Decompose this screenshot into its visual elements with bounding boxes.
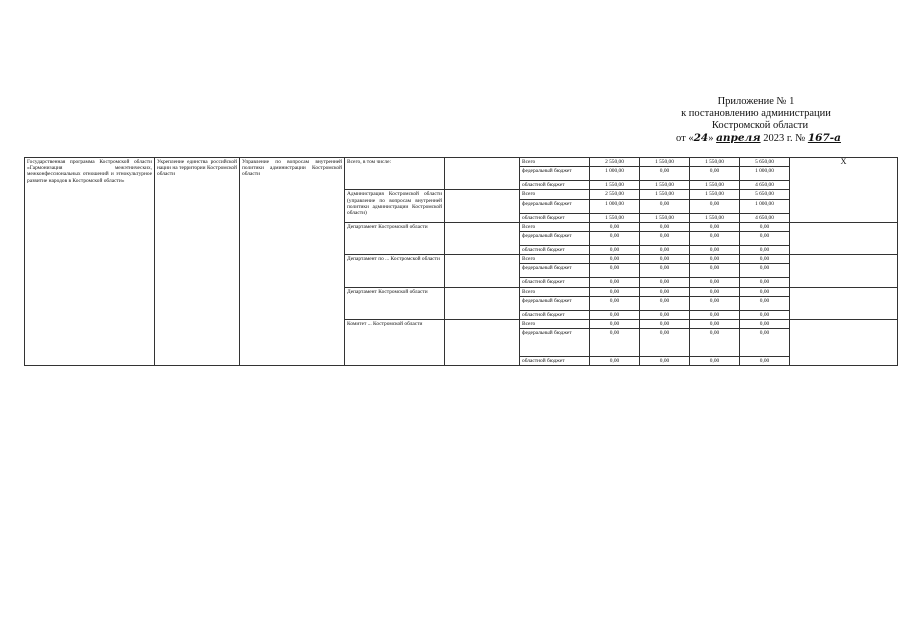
- amount-cell: 1 000,00: [590, 199, 640, 213]
- amount-cell: 0,00: [740, 310, 790, 319]
- budget-source-cell: областной бюджет: [520, 310, 590, 319]
- amount-cell: 0,00: [640, 310, 690, 319]
- resolution-ref-line1: к постановлению администрации: [681, 108, 831, 119]
- amount-cell: 1 550,00: [690, 181, 740, 190]
- amount-cell: 0,00: [690, 296, 740, 310]
- empty-cell: [445, 222, 520, 254]
- amount-cell: 1 550,00: [640, 158, 690, 167]
- amount-cell: 2 550,00: [590, 190, 640, 199]
- amount-cell: 1 000,00: [740, 199, 790, 213]
- responsible-cell: Комитет ... Костромской области: [345, 320, 445, 366]
- amount-cell: 0,00: [590, 278, 640, 287]
- amount-cell: 0,00: [740, 329, 790, 357]
- table-row: [25, 158, 898, 167]
- amount-cell: 0,00: [690, 167, 740, 181]
- amount-cell: 0,00: [740, 296, 790, 310]
- empty-cell: [445, 158, 520, 190]
- amount-cell: 0,00: [740, 222, 790, 231]
- amount-cell: 5 650,00: [740, 190, 790, 199]
- budget-source-cell: областной бюджет: [520, 278, 590, 287]
- amount-cell: 0,00: [740, 255, 790, 264]
- amount-cell: 0,00: [740, 320, 790, 329]
- appendix-title: Приложение № 1: [717, 96, 795, 107]
- amount-cell: 4 650,00: [740, 181, 790, 190]
- amount-cell: 1 550,00: [590, 181, 640, 190]
- amount-cell: 0,00: [590, 357, 640, 366]
- handwritten-day: 24: [693, 132, 709, 144]
- amount-cell: 0,00: [590, 329, 640, 357]
- budget-source-cell: Всего: [520, 222, 590, 231]
- amount-cell: 0,00: [590, 320, 640, 329]
- amount-cell: 0,00: [740, 287, 790, 296]
- amount-cell: 0,00: [640, 167, 690, 181]
- executor-cell: Управление по вопросам внутренней политики администрации Костромской области: [240, 158, 345, 366]
- amount-cell: 0,00: [740, 232, 790, 246]
- amount-cell: 0,00: [640, 232, 690, 246]
- amount-cell: 0,00: [640, 296, 690, 310]
- amount-cell: 4 650,00: [740, 213, 790, 222]
- resolution-ref-line2: Костромской области: [711, 120, 809, 131]
- goal-cell: Укрепление единства российской нации на территории Костромской области: [155, 158, 240, 366]
- amount-cell: 0,00: [740, 246, 790, 255]
- amount-cell: 1 550,00: [640, 213, 690, 222]
- responsible-cell: Администрация Костромской области (управление по вопросам внутренней политики администрации Костромской области): [345, 190, 445, 222]
- amount-cell: 0,00: [690, 199, 740, 213]
- amount-cell: 0,00: [640, 329, 690, 357]
- program-cell: Государственная программа Костромской области «Гармонизация межэтнических, межконфессиональных отношений и этнокультурное развитие народов в Костромской области»: [25, 158, 155, 366]
- handwritten-number: 167-а: [807, 132, 841, 144]
- amount-cell: 0,00: [740, 278, 790, 287]
- budget-source-cell: областной бюджет: [520, 357, 590, 366]
- amount-cell: 0,00: [640, 320, 690, 329]
- amount-cell: 2 550,00: [590, 158, 640, 167]
- budget-source-cell: областной бюджет: [520, 246, 590, 255]
- empty-cell: [790, 320, 898, 366]
- amount-cell: 0,00: [740, 264, 790, 278]
- budget-source-cell: Всего: [520, 287, 590, 296]
- amount-cell: 5 650,00: [740, 158, 790, 167]
- amount-cell: 0,00: [690, 287, 740, 296]
- amount-cell: 1 550,00: [690, 158, 740, 167]
- budget-source-cell: Всего: [520, 320, 590, 329]
- amount-cell: 0,00: [590, 296, 640, 310]
- amount-cell: 0,00: [690, 278, 740, 287]
- amount-cell: 0,00: [590, 264, 640, 278]
- budget-source-cell: областной бюджет: [520, 213, 590, 222]
- date-mid: »: [708, 133, 717, 144]
- amount-cell: 0,00: [690, 255, 740, 264]
- budget-source-cell: областной бюджет: [520, 181, 590, 190]
- budget-source-cell: Всего: [520, 158, 590, 167]
- budget-source-cell: федеральный бюджет: [520, 232, 590, 246]
- amount-cell: 0,00: [690, 357, 740, 366]
- amount-cell: 1 000,00: [740, 167, 790, 181]
- date-year: 2023 г. №: [760, 133, 808, 144]
- amount-cell: 0,00: [590, 246, 640, 255]
- budget-source-cell: Всего: [520, 190, 590, 199]
- amount-cell: 1 550,00: [640, 190, 690, 199]
- mark-cell: X: [790, 158, 898, 223]
- amount-cell: 0,00: [590, 287, 640, 296]
- amount-cell: 0,00: [690, 232, 740, 246]
- amount-cell: 1 550,00: [590, 213, 640, 222]
- amount-cell: 0,00: [590, 255, 640, 264]
- amount-cell: 0,00: [590, 310, 640, 319]
- empty-cell: [445, 287, 520, 319]
- budget-source-cell: Всего: [520, 255, 590, 264]
- amount-cell: 0,00: [640, 222, 690, 231]
- amount-cell: 0,00: [640, 278, 690, 287]
- date-prefix: от «: [676, 133, 694, 144]
- empty-cell: [790, 255, 898, 287]
- amount-cell: 1 000,00: [590, 167, 640, 181]
- amount-cell: 0,00: [640, 199, 690, 213]
- budget-source-cell: федеральный бюджет: [520, 264, 590, 278]
- handwritten-month: апреля: [716, 132, 761, 144]
- empty-cell: [445, 190, 520, 222]
- amount-cell: 0,00: [640, 255, 690, 264]
- empty-cell: [445, 320, 520, 366]
- budget-source-cell: федеральный бюджет: [520, 167, 590, 181]
- amount-cell: 0,00: [690, 246, 740, 255]
- budget-source-cell: федеральный бюджет: [520, 199, 590, 213]
- amount-cell: 1 550,00: [640, 181, 690, 190]
- amount-cell: 1 550,00: [690, 213, 740, 222]
- amount-cell: 0,00: [640, 357, 690, 366]
- amount-cell: 0,00: [690, 222, 740, 231]
- amount-cell: 0,00: [690, 264, 740, 278]
- amount-cell: 0,00: [640, 287, 690, 296]
- amount-cell: 0,00: [590, 232, 640, 246]
- amount-cell: 0,00: [690, 320, 740, 329]
- amount-cell: 1 550,00: [690, 190, 740, 199]
- amount-cell: 0,00: [640, 264, 690, 278]
- budget-source-cell: федеральный бюджет: [520, 296, 590, 310]
- amount-cell: 0,00: [690, 329, 740, 357]
- amount-cell: 0,00: [640, 246, 690, 255]
- responsible-cell: Департамент Костромской области: [345, 287, 445, 319]
- empty-cell: [790, 222, 898, 254]
- amount-cell: 0,00: [590, 222, 640, 231]
- amount-cell: 0,00: [740, 357, 790, 366]
- empty-cell: [790, 287, 898, 319]
- amount-cell: 0,00: [690, 310, 740, 319]
- empty-cell: [445, 255, 520, 287]
- responsible-cell: Департамент по ... Костромской области: [345, 255, 445, 287]
- budget-source-cell: федеральный бюджет: [520, 329, 590, 357]
- responsible-cell: Департамент Костромской области: [345, 222, 445, 254]
- resolution-date-line: [676, 132, 841, 144]
- funding-table: [24, 157, 898, 366]
- responsible-cell: Всего, в том числе:: [345, 158, 445, 190]
